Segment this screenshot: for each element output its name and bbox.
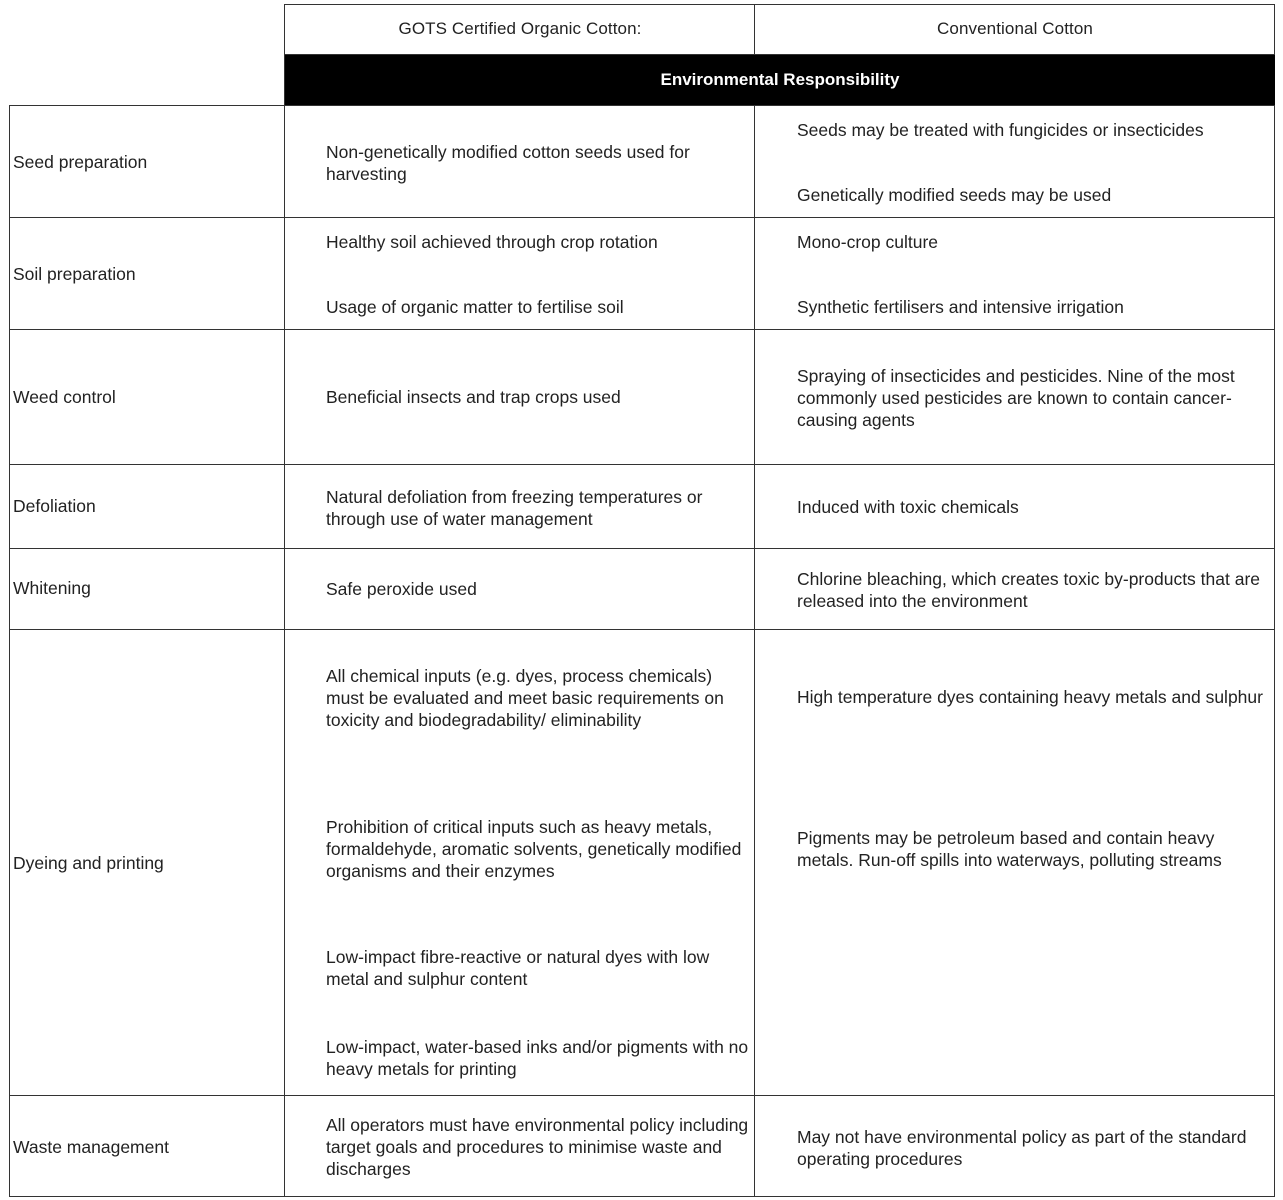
header-column-divider <box>754 4 755 55</box>
organic-cell-soil-preparation-2: Usage of organic matter to fertilise soil <box>326 297 624 317</box>
table-bottom-border <box>9 1196 1275 1197</box>
organic-cell-weed-control: Beneficial insects and trap crops used <box>326 387 621 407</box>
conventional-cell-whitening: Chlorine bleaching, which creates toxic by-products that are released into the environment <box>797 569 1261 611</box>
row-border-3 <box>9 464 1275 465</box>
row-border-0 <box>9 105 1275 106</box>
conventional-cell-defoliation: Induced with toxic chemicals <box>797 497 1019 517</box>
left-border <box>9 105 10 1197</box>
conventional-cell-dyeing-2: Pigments may be petroleum based and contain heavy metals. Run-off spills into waterways, polluting streams <box>797 828 1222 870</box>
row-label-seed-preparation: Seed preparation <box>13 152 148 172</box>
row-label-waste-management: Waste management <box>13 1137 169 1157</box>
row-label-dyeing-and-printing: Dyeing and printing <box>13 853 164 873</box>
organic-cell-dyeing-1: All chemical inputs (e.g. dyes, process chemicals) must be evaluated and meet basic requirements on toxicity and biodegradability/ eliminability <box>326 666 724 730</box>
row-border-6 <box>9 1095 1275 1096</box>
label-column-divider <box>284 4 285 1197</box>
row-border-2 <box>9 329 1275 330</box>
row-label-defoliation: Defoliation <box>13 496 96 516</box>
conventional-cell-seed-preparation-1: Seeds may be treated with fungicides or insecticides <box>797 120 1204 140</box>
row-border-1 <box>9 217 1275 218</box>
row-label-soil-preparation: Soil preparation <box>13 264 136 284</box>
organic-cell-waste-management: All operators must have environmental policy including target goals and procedures to minimise waste and discharges <box>326 1115 749 1179</box>
body-column-divider <box>754 105 755 1197</box>
column-header-conventional: Conventional Cotton <box>937 19 1093 38</box>
row-label-whitening: Whitening <box>13 578 91 598</box>
organic-cell-defoliation: Natural defoliation from freezing temperatures or through use of water management <box>326 487 703 529</box>
right-border <box>1274 4 1275 1197</box>
conventional-cell-seed-preparation-2: Genetically modified seeds may be used <box>797 185 1112 205</box>
conventional-cell-soil-preparation-1: Mono-crop culture <box>797 232 939 252</box>
organic-cell-dyeing-2: Prohibition of critical inputs such as heavy metals, formaldehyde, aromatic solvents, genetically modified organisms and their enzymes <box>326 817 742 881</box>
conventional-cell-dyeing-1: High temperature dyes containing heavy metals and sulphur <box>797 687 1263 707</box>
section-title: Environmental Responsibility <box>660 70 900 89</box>
organic-cell-soil-preparation-1: Healthy soil achieved through crop rotation <box>326 232 658 252</box>
organic-cell-dyeing-3: Low-impact fibre-reactive or natural dyes with low metal and sulphur content <box>326 947 710 989</box>
conventional-cell-weed-control: Spraying of insecticides and pesticides. Nine of the most commonly used pesticides are known to contain cancer-causing agents <box>797 366 1235 430</box>
row-border-5 <box>9 629 1275 630</box>
table-top-border <box>284 4 1275 5</box>
organic-cell-whitening: Safe peroxide used <box>326 579 477 599</box>
column-header-organic: GOTS Certified Organic Cotton: <box>398 19 642 38</box>
row-border-4 <box>9 548 1275 549</box>
organic-cell-dyeing-4: Low-impact, water-based inks and/or pigments with no heavy metals for printing <box>326 1037 749 1079</box>
conventional-cell-waste-management: May not have environmental policy as part of the standard operating procedures <box>797 1127 1247 1169</box>
conventional-cell-soil-preparation-2: Synthetic fertilisers and intensive irrigation <box>797 297 1124 317</box>
row-label-weed-control: Weed control <box>13 387 116 407</box>
organic-cell-seed-preparation: Non-genetically modified cotton seeds used for harvesting <box>326 142 690 184</box>
